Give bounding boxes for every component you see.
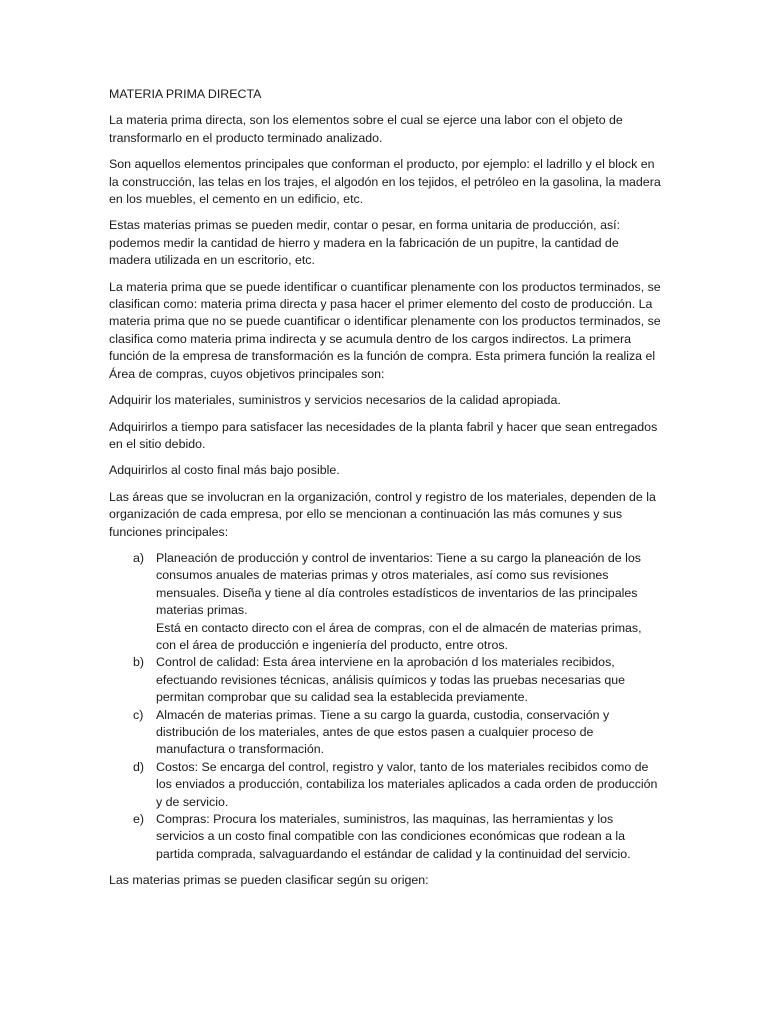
paragraph-classification: La materia prima que se puede identificar o cuantificar plenamente con los productos terminados, se clasifican como: materia prima directa y pasa hacer el primer elemento del costo de producción. La materia prima que no se puede cuantificar o identificar plenamente con los productos terminados, se clasifica como materia prima indirecta y se acumula dentro de los cargos indirectos. La primera función de la empresa de transformación es la función de compra. Esta primera función la realiza el Área de compras, cuyos objetivos principales son: bbox=[109, 279, 661, 381]
list-marker: e) bbox=[133, 812, 145, 827]
paragraph-measurement: Estas materias primas se pueden medir, contar o pesar, en forma unitaria de producción, así: podemos medir la cantidad de hierro y madera en la fabricación de un pupitre, la cantidad de madera utilizada en un escritorio, etc. bbox=[109, 218, 621, 268]
paragraph-definition: La materia prima directa, son los elementos sobre el cual se ejerce una labor con el objeto de transformarlo en el producto terminado analizado. bbox=[109, 113, 623, 145]
list-item bbox=[109, 759, 664, 811]
document-title: MATERIA PRIMA DIRECTA bbox=[109, 87, 262, 101]
list-item-text: Control de calidad: Esta área interviene en la aprobación d los materiales recibidos, efectuando revisiones técnicas, análisis químicos y todas las pruebas necesarias que permitan comprobar que su calidad sea la establecida previamente. bbox=[156, 655, 626, 705]
list-item bbox=[109, 654, 664, 706]
list-marker: a) bbox=[133, 550, 145, 565]
paragraph-objective-3: Adquirirlos al costo final más bajo posible. bbox=[109, 463, 340, 478]
areas-list bbox=[109, 550, 664, 863]
list-item-text: Almacén de materias primas. Tiene a su cargo la guarda, custodia, conservación y distribución de los materiales, antes de que estos pasen a cualquier proceso de manufactura o transformación. bbox=[156, 707, 610, 757]
list-item bbox=[109, 550, 664, 654]
paragraph-objective-2: Adquirirlos a tiempo para satisfacer las necesidades de la planta fabril y hacer que sean entregados en el sitio debido. bbox=[109, 419, 658, 451]
list-item-text: Costos: Se encarga del control, registro y valor, tanto de los materiales recibidos como de los enviados a producción, contabiliza los materiales aplicados a cada orden de producción y de servicio. bbox=[156, 759, 658, 809]
paragraph-areas-intro: Las áreas que se involucran en la organización, control y registro de los materiales, dependen de la organización de cada empresa, por ello se mencionan a continuación las más comunes y sus funciones principales: bbox=[109, 489, 656, 539]
list-marker: d) bbox=[133, 759, 145, 774]
list-item-text: Planeación de producción y control de inventarios: Tiene a su cargo la planeación de los consumos anuales de materias primas y otros materiales, así como sus revisiones mensuales. Diseña y tiene al día controles estadísticos de inventarios de las principales materias primas. bbox=[156, 550, 641, 618]
paragraph-examples: Son aquellos elementos principales que conforman el producto, por ejemplo: el ladrillo y el block en la construcción, las telas en los trajes, el algodón en los tejidos, el petróleo en la gasolina, la madera en los muebles, el cemento en un edificio, etc. bbox=[109, 157, 661, 207]
list-item bbox=[109, 811, 664, 863]
paragraph-origin-classification: Las materias primas se pueden clasificar según su origen: bbox=[109, 873, 429, 888]
list-item-extra-text: Está en contacto directo con el área de compras, con el de almacén de materias primas, con el área de producción e ingeniería del producto, entre otros. bbox=[156, 620, 642, 652]
list-marker: c) bbox=[133, 707, 144, 722]
list-marker: b) bbox=[133, 655, 145, 670]
paragraph-objective-1: Adquirir los materiales, suministros y servicios necesarios de la calidad apropiada. bbox=[109, 393, 561, 408]
list-item-text: Compras: Procura los materiales, suministros, las maquinas, las herramientas y los servicios a un costo final compatible con las condiciones económicas que rodean a la partida comprada, salvaguardando el estándar de calidad y la continuidad del servicio. bbox=[156, 812, 631, 861]
list-item bbox=[109, 707, 664, 759]
